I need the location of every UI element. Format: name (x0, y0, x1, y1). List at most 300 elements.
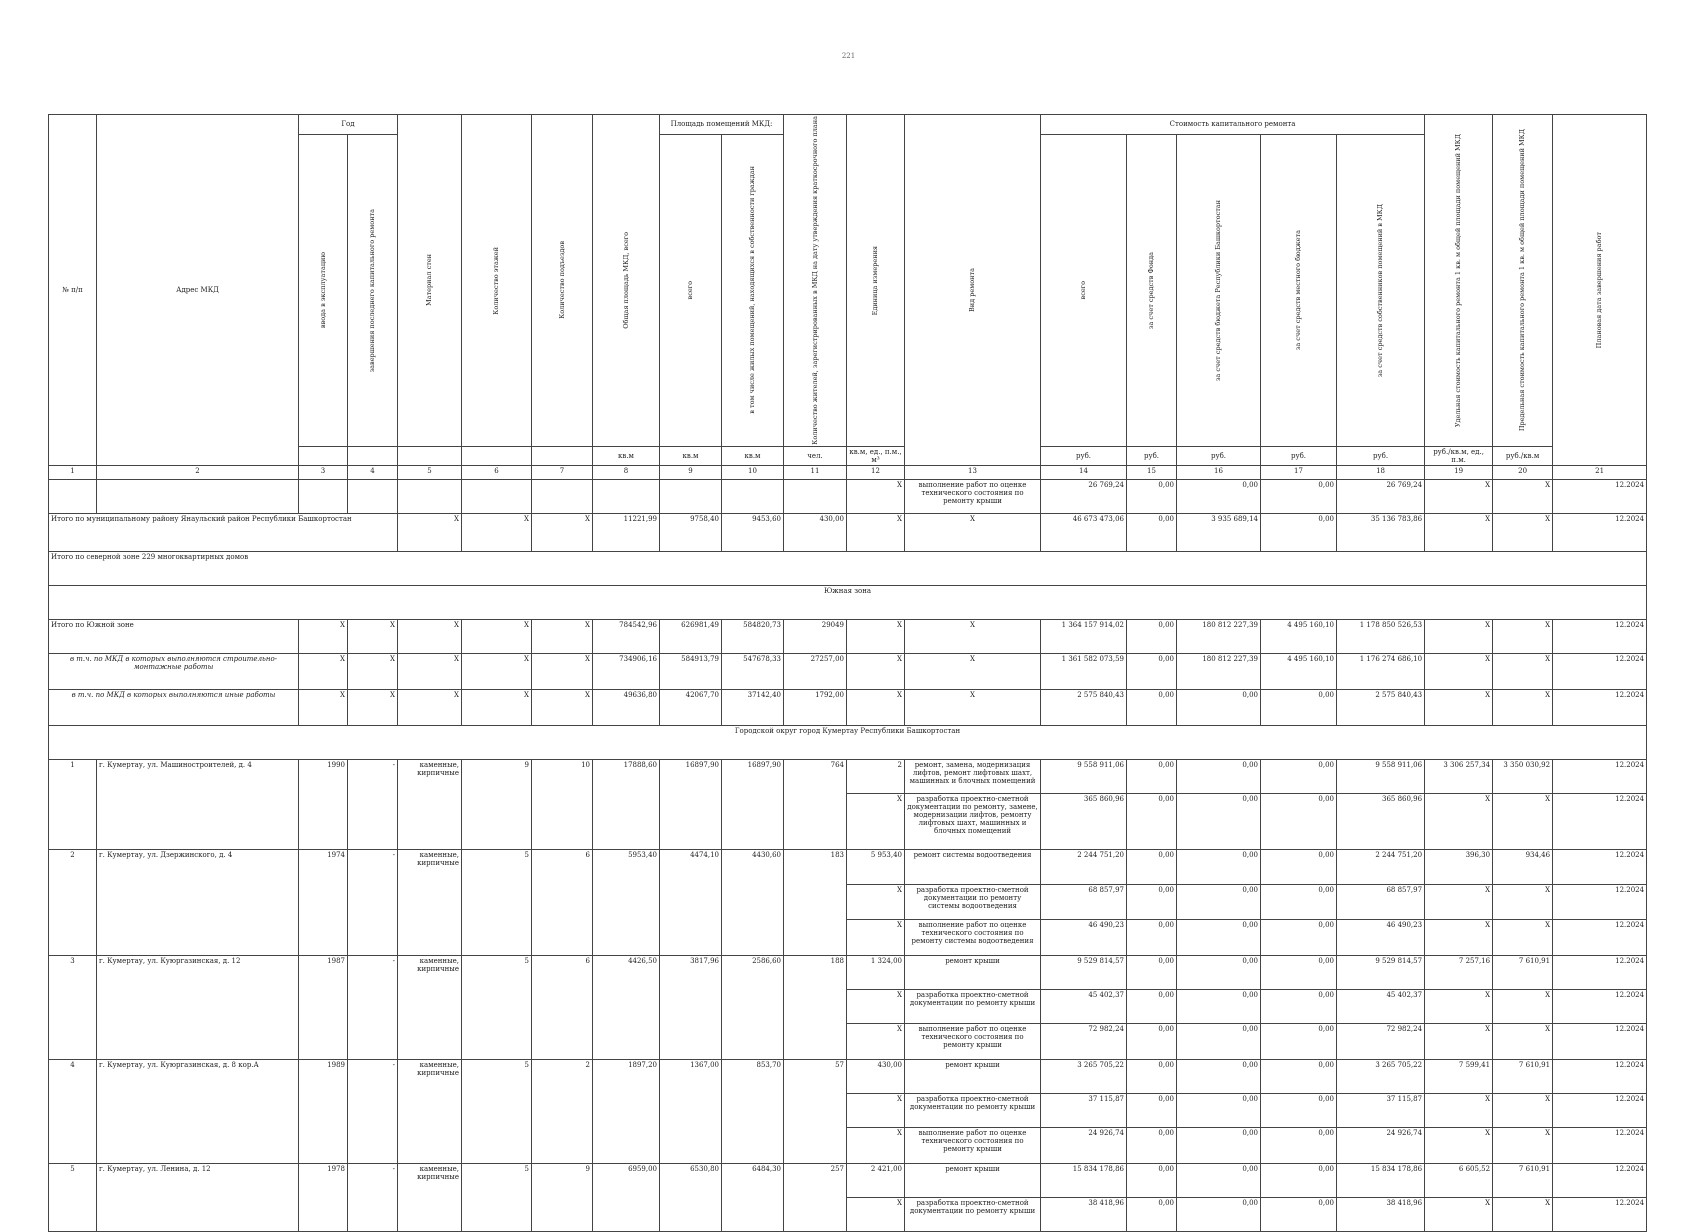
cell: 0,00 (1177, 479, 1261, 513)
cell: X (1425, 513, 1493, 551)
hdr-last-repair: завершения последнего капитального ремонта (348, 134, 398, 446)
colnum: 1 (49, 465, 97, 479)
colnum: 17 (1261, 465, 1337, 479)
colnum: 7 (532, 465, 593, 479)
cell (722, 479, 784, 513)
cell: X (1425, 1023, 1493, 1059)
colnum: 15 (1127, 465, 1177, 479)
cell: выполнение работ по оценке технического состояния по ремонту крыши (905, 479, 1041, 513)
cell: X (462, 619, 532, 653)
cell: 0,00 (1261, 884, 1337, 919)
cell: 430,00 (784, 513, 847, 551)
cell: 6530,80 (660, 1163, 722, 1231)
cell: X (905, 619, 1041, 653)
hdr-unit: Единица измерения (847, 115, 905, 447)
cell: 2 244 751,20 (1041, 849, 1127, 884)
cell: X (1425, 793, 1493, 849)
cell: 180 812 227,39 (1177, 653, 1261, 689)
cell: 0,00 (1261, 479, 1337, 513)
cell: 584913,79 (660, 653, 722, 689)
cell: 5 (462, 955, 532, 1059)
cell (660, 479, 722, 513)
cell: X (847, 919, 905, 955)
unit-20: руб./кв.м (1493, 446, 1553, 465)
cell: каменные, кирпичные (398, 955, 462, 1059)
colnum: 18 (1337, 465, 1425, 479)
cell: X (532, 619, 593, 653)
cell: 0,00 (1177, 1163, 1261, 1197)
cell: 1 (49, 759, 97, 849)
cell: 3 (49, 955, 97, 1059)
cell: 0,00 (1261, 513, 1337, 551)
cell: X (398, 513, 462, 551)
cell: 68 857,97 (1041, 884, 1127, 919)
cell: 0,00 (1261, 1059, 1337, 1093)
cell: 9 558 911,06 (1337, 759, 1425, 793)
cell: X (847, 989, 905, 1023)
cell: 4 (49, 1059, 97, 1163)
cell (97, 479, 299, 513)
cell (462, 479, 532, 513)
cell: X (847, 653, 905, 689)
hdr-area-group: Площадь помещений МКД: (660, 115, 784, 135)
table-row (49, 849, 1647, 884)
unit-17: руб. (1261, 446, 1337, 465)
cell: - (348, 759, 398, 849)
cell: 1 324,00 (847, 955, 905, 989)
cell: - (348, 1163, 398, 1231)
unit-8: кв.м (593, 446, 660, 465)
cell: 5 (462, 1059, 532, 1163)
unit-14: руб. (1041, 446, 1127, 465)
cell: 1989 (299, 1059, 348, 1163)
cell: X (348, 619, 398, 653)
cell: 7 610,91 (1493, 1163, 1553, 1197)
cell: 934,46 (1493, 849, 1553, 884)
cell: X (1493, 1023, 1553, 1059)
cell: 4 495 160,10 (1261, 653, 1337, 689)
cell: 0,00 (1261, 849, 1337, 884)
colnum: 10 (722, 465, 784, 479)
cell: 12.2024 (1553, 759, 1647, 793)
hdr-entrances: Количество подъездов (532, 115, 593, 447)
unit-19: руб./кв.м, ед., п.м. (1425, 446, 1493, 465)
cell: - (348, 1059, 398, 1163)
cell: 0,00 (1127, 689, 1177, 725)
cell: 9 (532, 1163, 593, 1231)
cell: ремонт крыши (905, 1163, 1041, 1197)
cell: 1792,00 (784, 689, 847, 725)
cell: X (1425, 619, 1493, 653)
hdr-residents: Количество жителей, зарегистрированных в МКД на дату утверждения краткосрочного плана (784, 115, 847, 447)
cell: 396,30 (1425, 849, 1493, 884)
colnum: 13 (905, 465, 1041, 479)
unit-12: кв.м, ед., п.м., м³ (847, 446, 905, 465)
cell: 0,00 (1261, 989, 1337, 1023)
cell (532, 479, 593, 513)
cell: 6 (532, 849, 593, 955)
cell: 11221,99 (593, 513, 660, 551)
cell: ремонт крыши (905, 1059, 1041, 1093)
cell: X (1425, 653, 1493, 689)
total-row-district (49, 513, 1647, 551)
cell: 12.2024 (1553, 849, 1647, 884)
cell: 0,00 (1127, 955, 1177, 989)
cell: 6 (532, 955, 593, 1059)
cell: 72 982,24 (1337, 1023, 1425, 1059)
cell: 12.2024 (1553, 793, 1647, 849)
cell: 38 418,96 (1337, 1197, 1425, 1231)
cell: 7 610,91 (1493, 955, 1553, 989)
cell: X (1425, 1093, 1493, 1127)
cell: 0,00 (1261, 1163, 1337, 1197)
unit-10: кв.м (722, 446, 784, 465)
cell: X (462, 513, 532, 551)
table-row (49, 1163, 1647, 1197)
cell: 0,00 (1127, 1059, 1177, 1093)
cell: 9758,40 (660, 513, 722, 551)
hdr-num: № п/п (49, 115, 97, 466)
cell: X (847, 884, 905, 919)
subtotal-row-other (49, 689, 1647, 725)
cell (299, 479, 348, 513)
cell: 853,70 (722, 1059, 784, 1163)
cell: каменные, кирпичные (398, 849, 462, 955)
cell: X (847, 479, 905, 513)
cell: 12.2024 (1553, 1059, 1647, 1093)
colnum: 11 (784, 465, 847, 479)
cell: 3 306 257,34 (1425, 759, 1493, 793)
unit-3 (299, 446, 348, 465)
cell: 0,00 (1177, 759, 1261, 793)
cell: X (348, 653, 398, 689)
cell: 0,00 (1127, 849, 1177, 884)
cell: X (348, 689, 398, 725)
cell: 2 (49, 849, 97, 955)
cell: 6959,00 (593, 1163, 660, 1231)
cell: 16897,90 (660, 759, 722, 849)
cell: X (398, 653, 462, 689)
cell: 188 (784, 955, 847, 1059)
cell: 12.2024 (1553, 479, 1647, 513)
cell: 0,00 (1127, 793, 1177, 849)
colnum: 14 (1041, 465, 1127, 479)
cell: 37 115,87 (1337, 1093, 1425, 1127)
cell: 24 926,74 (1041, 1127, 1127, 1163)
cell: 15 834 178,86 (1041, 1163, 1127, 1197)
cell: 5 (462, 1163, 532, 1231)
cell: 0,00 (1261, 919, 1337, 955)
cell: г. Кумертау, ул. Ленина, д. 12 (97, 1163, 299, 1231)
cell: 0,00 (1127, 884, 1177, 919)
cell: 0,00 (1261, 1093, 1337, 1127)
cell: X (1425, 689, 1493, 725)
section-south-zone (49, 585, 1647, 619)
cell: X (1425, 1127, 1493, 1163)
cell: 37 115,87 (1041, 1093, 1127, 1127)
cell: 365 860,96 (1337, 793, 1425, 849)
hdr-unit-cost: Удельная стоимость капитального ремонта 1 кв. м общей площади помещений МКД (1425, 115, 1493, 447)
cell: X (532, 653, 593, 689)
cell: г. Кумертау, ул. Дзержинского, д. 4 (97, 849, 299, 955)
cell: разработка проектно-сметной документации по ремонту системы водоотведения (905, 884, 1041, 919)
hdr-cost-total: всего (1041, 134, 1127, 446)
cell: X (1493, 1093, 1553, 1127)
cell: 24 926,74 (1337, 1127, 1425, 1163)
table-row (49, 479, 1647, 513)
cell: 784542,96 (593, 619, 660, 653)
cell: X (1493, 919, 1553, 955)
cell: X (1425, 1197, 1493, 1231)
unit-11: чел. (784, 446, 847, 465)
unit-4 (348, 446, 398, 465)
cell: 547678,33 (722, 653, 784, 689)
cell: X (299, 689, 348, 725)
cell: 0,00 (1177, 849, 1261, 884)
cell: 7 599,41 (1425, 1059, 1493, 1093)
cell: 35 136 783,86 (1337, 513, 1425, 551)
cell: 4 495 160,10 (1261, 619, 1337, 653)
cell: 365 860,96 (1041, 793, 1127, 849)
cell: 0,00 (1177, 1023, 1261, 1059)
hdr-end-date: Плановая дата завершения работ (1553, 115, 1647, 466)
colnum: 16 (1177, 465, 1261, 479)
cell: 3817,96 (660, 955, 722, 1059)
cell: 0,00 (1177, 955, 1261, 989)
cell: 0,00 (1127, 1023, 1177, 1059)
cell: X (847, 1127, 905, 1163)
table-row (49, 1059, 1647, 1093)
total-row-north-zone (49, 551, 1647, 585)
cell: 2 575 840,43 (1041, 689, 1127, 725)
unit-9: кв.м (660, 446, 722, 465)
cell: 7 257,16 (1425, 955, 1493, 989)
cell: 9 558 911,06 (1041, 759, 1127, 793)
colnum: 5 (398, 465, 462, 479)
cell (784, 479, 847, 513)
cell: 12.2024 (1553, 955, 1647, 989)
cell: X (1493, 1197, 1553, 1231)
cell: X (847, 619, 905, 653)
cell: 27257,00 (784, 653, 847, 689)
cell: 46 490,23 (1337, 919, 1425, 955)
cell: X (299, 619, 348, 653)
cell: ремонт крыши (905, 955, 1041, 989)
cell: 1974 (299, 849, 348, 955)
colnum: 9 (660, 465, 722, 479)
cell: каменные, кирпичные (398, 759, 462, 849)
hdr-total-area: Общая площадь МКД, всего (593, 115, 660, 447)
cell: 5953,40 (593, 849, 660, 955)
cell: 1 176 274 686,10 (1337, 653, 1425, 689)
table-row (49, 955, 1647, 989)
cell: 7 610,91 (1493, 1059, 1553, 1093)
cell: выполнение работ по оценке технического состояния по ремонту крыши (905, 1127, 1041, 1163)
cell: 0,00 (1261, 759, 1337, 793)
cell: 0,00 (1127, 1163, 1177, 1197)
cell: X (847, 1197, 905, 1231)
cell: выполнение работ по оценке технического состояния по ремонту системы водоотведения (905, 919, 1041, 955)
section-title: Городской округ город Кумертау Республики Башкортостан (49, 725, 1647, 759)
cell: 0,00 (1261, 1197, 1337, 1231)
cell: 0,00 (1261, 955, 1337, 989)
cell: 12.2024 (1553, 1127, 1647, 1163)
cell: X (1493, 653, 1553, 689)
cell: X (299, 653, 348, 689)
cell: 183 (784, 849, 847, 955)
cell: 0,00 (1177, 919, 1261, 955)
cell: 0,00 (1177, 1197, 1261, 1231)
hdr-wall: Материал стен (398, 115, 462, 447)
cell: 12.2024 (1553, 1093, 1647, 1127)
hdr-cost-group: Стоимость капитального ремонта (1041, 115, 1425, 135)
cell: 37142,40 (722, 689, 784, 725)
capital-repair-table (48, 114, 1647, 1232)
cell: 9453,60 (722, 513, 784, 551)
cell: 0,00 (1177, 689, 1261, 725)
cell: 4430,60 (722, 849, 784, 955)
cell: 0,00 (1261, 1127, 1337, 1163)
hdr-cost-region: за счет средств бюджета Республики Башкортостан (1177, 134, 1261, 446)
cell: X (462, 689, 532, 725)
cell: 0,00 (1127, 513, 1177, 551)
cell: г. Кумертау, ул. Машиностроителей, д. 4 (97, 759, 299, 849)
cell: 1897,20 (593, 1059, 660, 1163)
cell (398, 479, 462, 513)
colnum: 20 (1493, 465, 1553, 479)
hdr-cost-local: за счет средств местного бюджета (1261, 134, 1337, 446)
cell: X (905, 513, 1041, 551)
cell: 68 857,97 (1337, 884, 1425, 919)
cell: 9 (462, 759, 532, 849)
cell: 0,00 (1127, 989, 1177, 1023)
cell: разработка проектно-сметной документации по ремонту, замене, модернизации лифтов, ремонту лифтовых шахт, машинных и блочных помещений (905, 793, 1041, 849)
unit-16: руб. (1177, 446, 1261, 465)
cell: X (847, 793, 905, 849)
cell: 3 265 705,22 (1337, 1059, 1425, 1093)
cell: 12.2024 (1553, 884, 1647, 919)
cell: 2 421,00 (847, 1163, 905, 1197)
cell: X (1493, 619, 1553, 653)
cell: 6 605,52 (1425, 1163, 1493, 1197)
colnum: 8 (593, 465, 660, 479)
cell: 0,00 (1127, 619, 1177, 653)
cell: 5 (462, 849, 532, 955)
cell: 0,00 (1261, 1023, 1337, 1059)
cell: 430,00 (847, 1059, 905, 1093)
cell: 29049 (784, 619, 847, 653)
cell: 15 834 178,86 (1337, 1163, 1425, 1197)
hdr-area-residential: в том числе жилых помещений, находящихся в собственности граждан (722, 134, 784, 446)
cell: X (1493, 689, 1553, 725)
unit-7 (532, 446, 593, 465)
cell: X (847, 1023, 905, 1059)
cell: 584820,73 (722, 619, 784, 653)
cell: 10 (532, 759, 593, 849)
cell: 12.2024 (1553, 653, 1647, 689)
colnum: 12 (847, 465, 905, 479)
hdr-address: Адрес МКД (97, 115, 299, 466)
cell: 1 178 850 526,53 (1337, 619, 1425, 653)
cell: 12.2024 (1553, 619, 1647, 653)
cell: 42067,70 (660, 689, 722, 725)
unit-6 (462, 446, 532, 465)
cell: X (1425, 479, 1493, 513)
cell: X (398, 689, 462, 725)
table-row (49, 759, 1647, 793)
row-label: в т.ч. по МКД в которых выполняются иные работы (49, 689, 299, 725)
cell: ремонт, замена, модернизация лифтов, ремонт лифтовых шахт, машинных и блочных помещений (905, 759, 1041, 793)
cell: 12.2024 (1553, 1163, 1647, 1197)
cell: X (905, 653, 1041, 689)
cell: 72 982,24 (1041, 1023, 1127, 1059)
cell: 0,00 (1127, 759, 1177, 793)
cell: 12.2024 (1553, 1023, 1647, 1059)
cell: разработка проектно-сметной документации по ремонту крыши (905, 1093, 1041, 1127)
cell: 12.2024 (1553, 1197, 1647, 1231)
cell: X (1493, 1127, 1553, 1163)
unit-18: руб. (1337, 446, 1425, 465)
total-row-south-zone (49, 619, 1647, 653)
cell: разработка проектно-сметной документации по ремонту крыши (905, 1197, 1041, 1231)
hdr-cost-fund: за счет средств Фонда (1127, 134, 1177, 446)
hdr-year-group: Год (299, 115, 398, 135)
cell: X (1493, 989, 1553, 1023)
cell: X (1493, 793, 1553, 849)
cell: 9 529 814,57 (1041, 955, 1127, 989)
cell: 0,00 (1177, 884, 1261, 919)
cell: 0,00 (1177, 793, 1261, 849)
hdr-floors: Количество этажей (462, 115, 532, 447)
cell: X (905, 689, 1041, 725)
hdr-cost-owners: за счет средств собственников помещений в МКД (1337, 134, 1425, 446)
cell: X (847, 1093, 905, 1127)
cell: г. Кумертау, ул. Куюргазинская, д. 8 кор.А (97, 1059, 299, 1163)
cell: 1367,00 (660, 1059, 722, 1163)
column-numbers-row (49, 465, 1647, 479)
cell (593, 479, 660, 513)
cell: 2 (532, 1059, 593, 1163)
cell: 0,00 (1127, 919, 1177, 955)
cell: 57 (784, 1059, 847, 1163)
cell: 46 490,23 (1041, 919, 1127, 955)
row-label: Итого по северной зоне 229 многоквартирных домов (49, 551, 1647, 585)
cell: X (1493, 479, 1553, 513)
cell: 26 769,24 (1041, 479, 1127, 513)
colnum: 3 (299, 465, 348, 479)
cell: X (532, 513, 593, 551)
cell: 2586,60 (722, 955, 784, 1059)
cell: 0,00 (1127, 1127, 1177, 1163)
cell: 0,00 (1261, 793, 1337, 849)
cell: X (847, 513, 905, 551)
cell: 0,00 (1177, 1059, 1261, 1093)
cell: 2 244 751,20 (1337, 849, 1425, 884)
cell: каменные, кирпичные (398, 1163, 462, 1231)
hdr-repair-type: Вид ремонта (905, 115, 1041, 466)
cell: 734906,16 (593, 653, 660, 689)
cell: 12.2024 (1553, 989, 1647, 1023)
cell: 1987 (299, 955, 348, 1059)
cell: г. Кумертау, ул. Куюргазинская, д. 12 (97, 955, 299, 1059)
cell: 1990 (299, 759, 348, 849)
cell: X (847, 689, 905, 725)
cell: 1 364 157 914,02 (1041, 619, 1127, 653)
colnum: 19 (1425, 465, 1493, 479)
colnum: 21 (1553, 465, 1647, 479)
cell (49, 479, 97, 513)
colnum: 2 (97, 465, 299, 479)
